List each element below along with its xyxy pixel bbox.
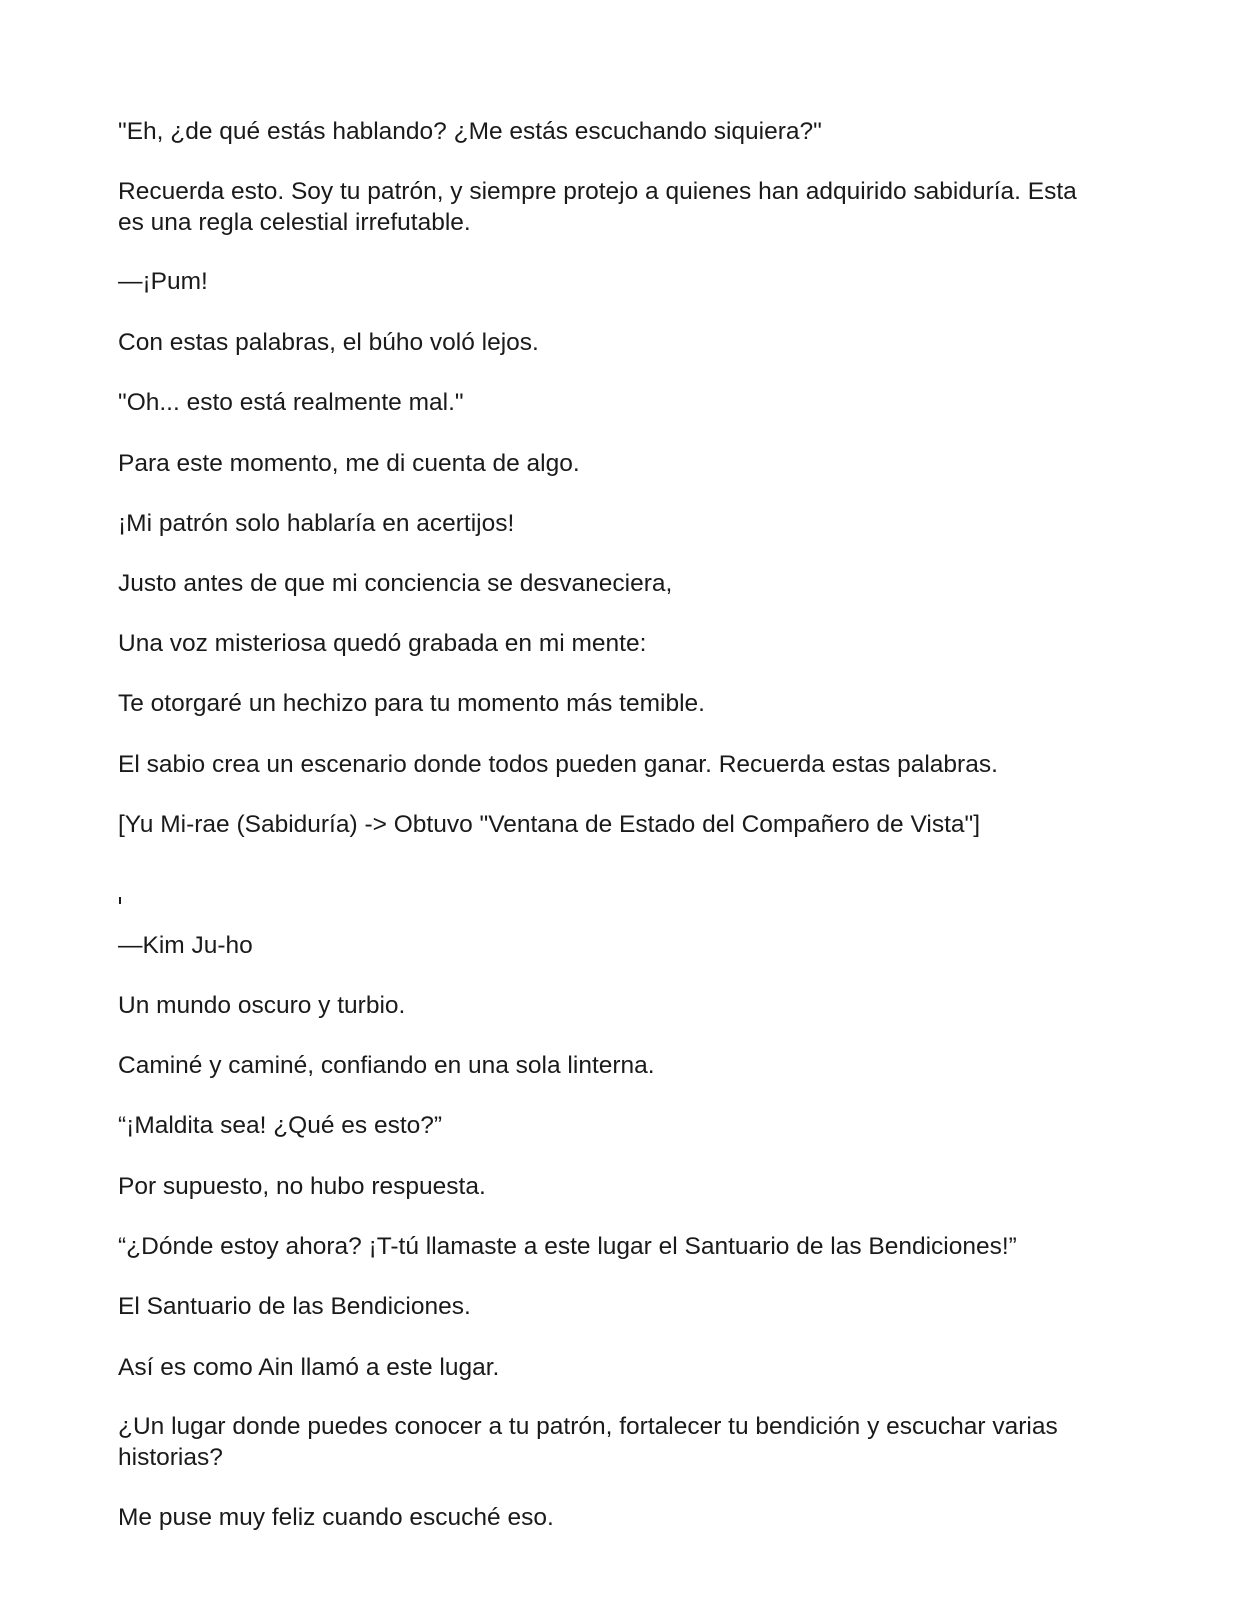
paragraph-17: Por supuesto, no hubo respuesta. (118, 1173, 486, 1200)
paragraph-4: Con estas palabras, el búho voló lejos. (118, 329, 539, 356)
paragraph-6: Para este momento, me di cuenta de algo. (118, 450, 580, 477)
paragraph-21: ¿Un lugar donde puedes conocer a tu patrón, fortalecer tu bendición y escuchar varias historias? (118, 1413, 1058, 1471)
paragraph-16: “¡Maldita sea! ¿Qué es esto?” (118, 1112, 443, 1139)
paragraph-3: —¡Pum! (118, 268, 208, 295)
paragraph-7: ¡Mi patrón solo hablaría en acertijos! (118, 510, 515, 537)
paragraph-14: Un mundo oscuro y turbio. (118, 992, 406, 1019)
paragraph-2: Recuerda esto. Soy tu patrón, y siempre protejo a quienes han adquirido sabiduría. Esta es una regla celestial irrefutable. (118, 178, 1077, 236)
paragraph-9: Una voz misteriosa quedó grabada en mi mente: (118, 630, 647, 657)
stray-mark (119, 897, 121, 904)
paragraph-15: Caminé y caminé, confiando en una sola linterna. (118, 1052, 655, 1079)
paragraph-20: Así es como Ain llamó a este lugar. (118, 1354, 500, 1381)
paragraph-12: [Yu Mi-rae (Sabiduría) -> Obtuvo "Ventana de Estado del Compañero de Vista"] (118, 811, 981, 838)
paragraph-5: "Oh... esto está realmente mal." (118, 389, 464, 416)
paragraph-22: Me puse muy feliz cuando escuché eso. (118, 1504, 554, 1531)
paragraph-19: El Santuario de las Bendiciones. (118, 1293, 471, 1320)
paragraph-10: Te otorgaré un hechizo para tu momento más temible. (118, 690, 705, 717)
paragraph-1: "Eh, ¿de qué estás hablando? ¿Me estás escuchando siquiera?" (118, 118, 822, 145)
paragraph-8: Justo antes de que mi conciencia se desvaneciera, (118, 570, 673, 597)
paragraph-13: —Kim Ju-ho (118, 932, 253, 959)
paragraph-11: El sabio crea un escenario donde todos pueden ganar. Recuerda estas palabras. (118, 751, 998, 778)
paragraph-18: “¿Dónde estoy ahora? ¡T-tú llamaste a este lugar el Santuario de las Bendiciones!” (118, 1233, 1017, 1260)
